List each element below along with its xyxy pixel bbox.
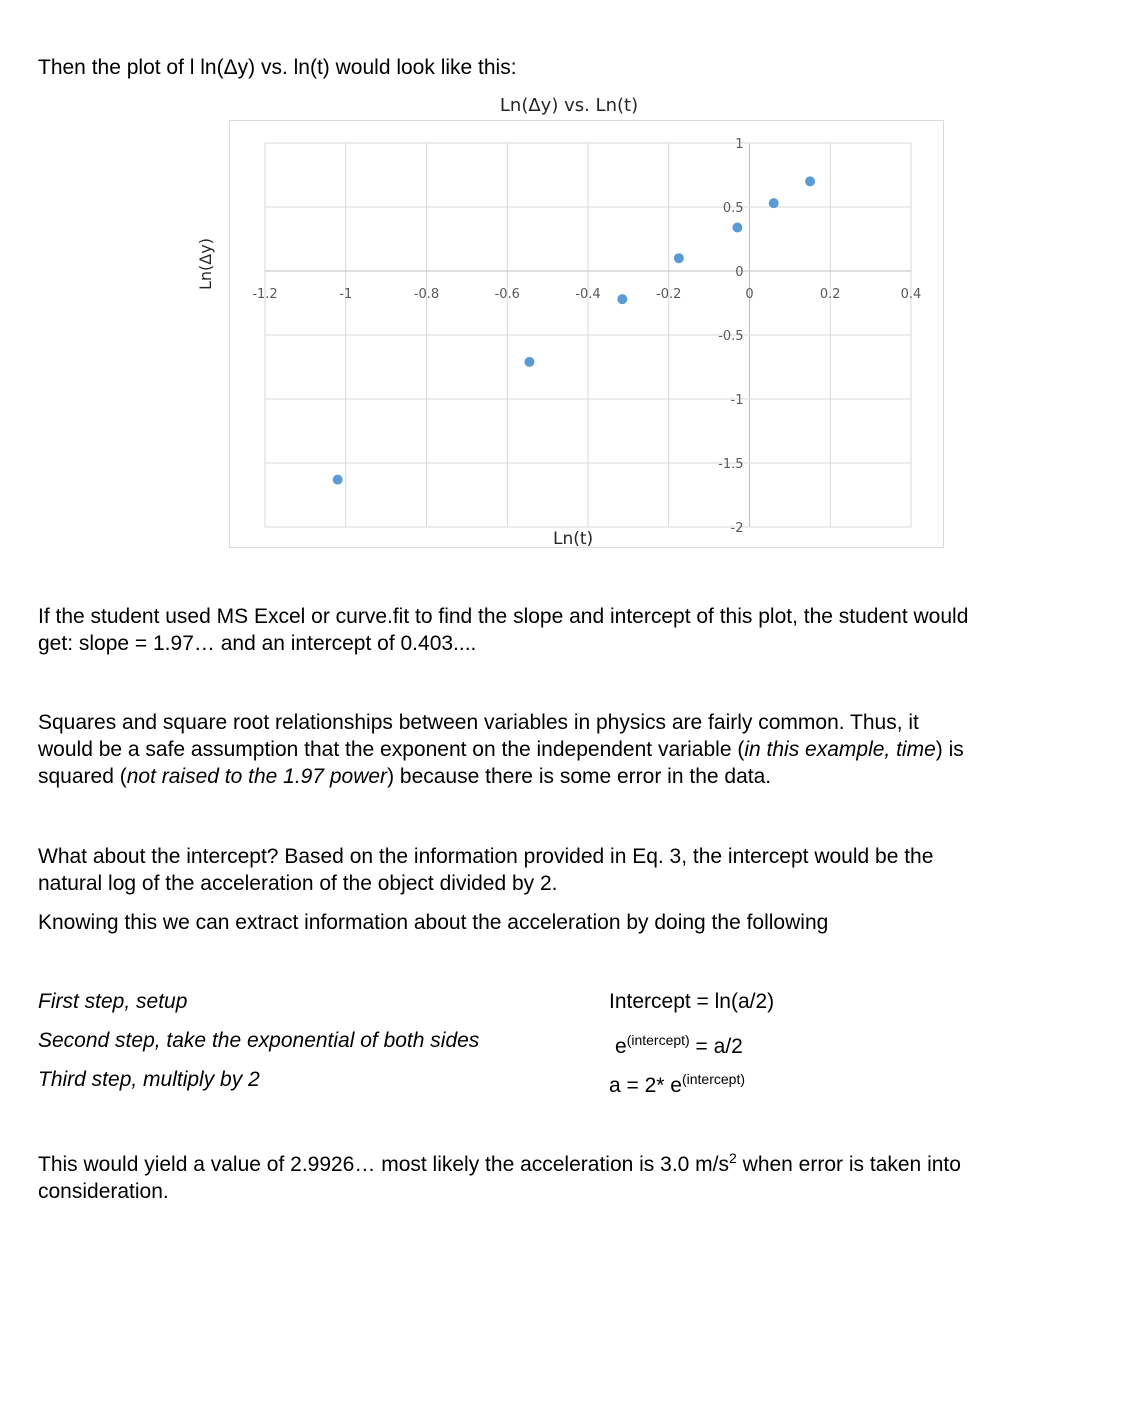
step-row	[38, 1027, 479, 1054]
step-label: First step, setup	[38, 990, 188, 1013]
intercept-paragraph	[38, 843, 933, 897]
intercept-line-2: natural log of the acceleration of the object divided by 2.	[38, 872, 558, 895]
knowing-text: Knowing this we can extract information about the acceleration by doing the following	[38, 911, 829, 934]
data-point	[617, 294, 627, 304]
x-tick-label: 0	[745, 287, 754, 302]
conclusion-superscript: 2	[729, 1150, 737, 1166]
conclusion-paragraph	[38, 1145, 961, 1205]
conclusion-text-2: when error is taken into	[736, 1153, 961, 1176]
squares-line-3c: ) because there is some error in the data.	[387, 765, 772, 788]
y-tick-label: -0.5	[718, 329, 744, 344]
data-point	[333, 475, 343, 485]
conclusion-text: This would yield a value of 2.9926… most likely the acceleration is 3.0 m/s	[38, 1153, 730, 1176]
equation-text: = a/2	[689, 1035, 743, 1058]
squares-line-1: Squares and square root relationships between variables in physics are fairly common. Thus, it	[38, 711, 919, 734]
y-tick-label: -1	[730, 393, 744, 408]
data-point	[769, 198, 779, 208]
step-row	[38, 1066, 260, 1093]
equation-text: e	[615, 1035, 627, 1058]
conclusion-line-2: consideration.	[38, 1180, 169, 1203]
equation-superscript: (intercept)	[681, 1071, 746, 1087]
y-tick-label: 0.5	[722, 201, 744, 216]
equation-superscript: (intercept)	[626, 1032, 690, 1048]
x-tick-label: -0.8	[413, 287, 440, 302]
step-row	[38, 988, 187, 1015]
data-point	[674, 253, 684, 263]
data-point	[524, 357, 534, 367]
step-equation	[609, 988, 774, 1015]
data-point	[805, 176, 815, 186]
y-tick-label: -2	[730, 521, 744, 536]
intercept-line-1: What about the intercept? Based on the information provided in Eq. 3, the intercept would be the	[38, 845, 934, 868]
x-tick-label: -1.2	[252, 287, 278, 302]
squares-line-3a: squared (	[38, 765, 127, 788]
step-equation	[609, 1066, 745, 1099]
y-tick-label: -1.5	[718, 457, 744, 472]
x-tick-label: -1	[339, 287, 353, 302]
squares-line-2a: would be a safe assumption that the exponent on the independent variable (	[38, 738, 745, 761]
x-tick-label: -0.2	[656, 287, 682, 302]
x-tick-label: -0.4	[575, 287, 601, 302]
slope-paragraph	[38, 603, 968, 657]
y-axis-label: Ln(Δy)	[196, 238, 215, 290]
squares-italic-1: in this example, time	[744, 738, 936, 761]
equation-text: a = 2* e	[609, 1074, 682, 1097]
equation-text: Intercept = ln(a/2)	[609, 990, 775, 1013]
step-equation	[615, 1027, 743, 1060]
chart-title: Ln(Δy) vs. Ln(t)	[499, 95, 639, 116]
slope-line-1: If the student used MS Excel or curve.fit to find the slope and intercept of this plot, the student would	[38, 605, 969, 628]
step-label: Second step, take the exponential of both sides	[38, 1029, 480, 1052]
x-tick-label: -0.6	[494, 287, 520, 302]
intro-text: Then the plot of l ln(Δy) vs. ln(t) would look like this:	[38, 56, 517, 79]
slope-line-2: get: slope = 1.97… and an intercept of 0.403....	[38, 632, 477, 655]
squares-paragraph	[38, 709, 964, 790]
squares-italic-2: not raised to the 1.97 power	[126, 765, 388, 788]
x-tick-label: 0.4	[900, 287, 922, 302]
y-tick-label: 0	[735, 265, 744, 280]
step-label: Third step, multiply by 2	[38, 1068, 260, 1091]
data-point	[732, 222, 742, 232]
squares-line-2c: ) is	[935, 738, 964, 761]
x-axis-label: Ln(t)	[553, 529, 594, 549]
y-tick-label: 1	[735, 137, 744, 152]
x-tick-label: 0.2	[819, 287, 841, 302]
